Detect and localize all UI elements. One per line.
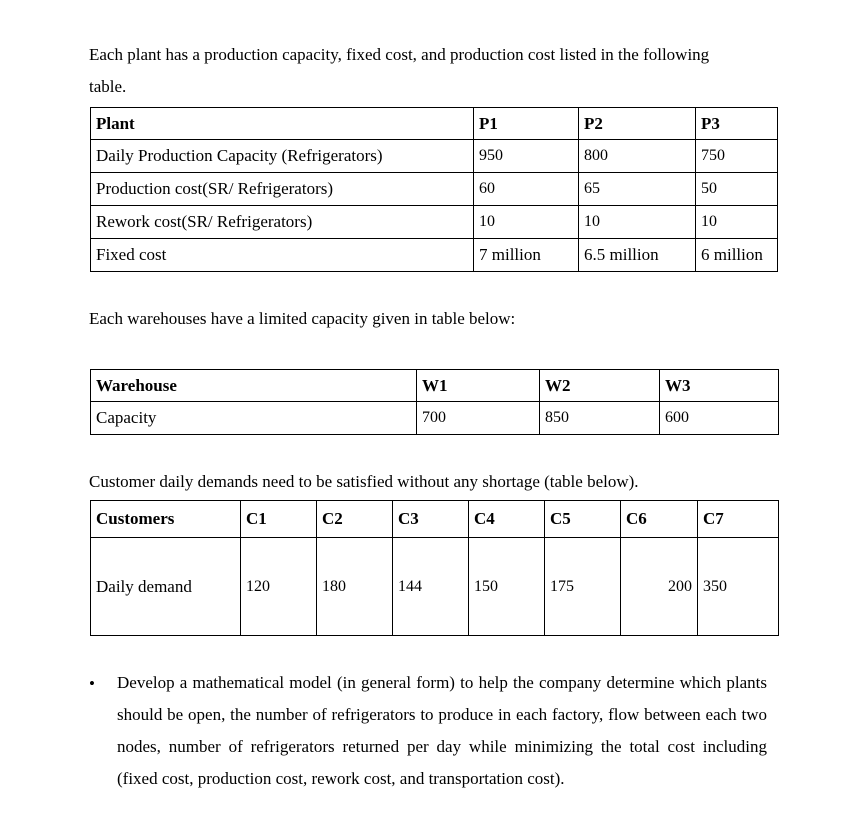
customer-header-c7: C7 <box>698 501 779 538</box>
table-cell: 175 <box>545 538 621 636</box>
bullet-icon: • <box>89 674 95 693</box>
plant-table-header-row <box>91 108 778 140</box>
customer-header-c3: C3 <box>393 501 469 538</box>
plant-header-p1: P1 <box>474 108 579 140</box>
plant-header-label: Plant <box>91 108 474 140</box>
table-cell: 65 <box>579 173 696 206</box>
task-description: Develop a mathematical model (in general form) to help the company determine which plants should be open, the number of refrigerators to produce in each factory, flow between each two nodes, number of refrigerators returned per day while minimizing the total cost including (fixed cost, production cost, rework cost, and transportation cost). <box>117 673 767 788</box>
row-label: Rework cost(SR/ Refrigerators) <box>91 206 474 239</box>
table-row <box>91 206 778 239</box>
row-label: Fixed cost <box>91 239 474 272</box>
table-row <box>91 402 779 435</box>
table-cell: 6 million <box>696 239 778 272</box>
table-cell: 60 <box>474 173 579 206</box>
warehouse-header-w1: W1 <box>417 370 540 402</box>
plant-header-p2: P2 <box>579 108 696 140</box>
table-cell: 800 <box>579 140 696 173</box>
table-cell: 144 <box>393 538 469 636</box>
plant-table <box>90 107 778 272</box>
table-row <box>91 140 778 173</box>
warehouse-table-header-row <box>91 370 779 402</box>
table-cell: 120 <box>241 538 317 636</box>
table-cell: 150 <box>469 538 545 636</box>
customer-header-c2: C2 <box>317 501 393 538</box>
customer-intro: Customer daily demands need to be satisfied without any shortage (table below). <box>89 472 639 491</box>
table-row <box>91 173 778 206</box>
table-cell: 10 <box>474 206 579 239</box>
customer-header-c4: C4 <box>469 501 545 538</box>
intro-line-1: Each plant has a production capacity, fixed cost, and production cost listed in the following <box>89 45 710 64</box>
table-row <box>91 538 779 636</box>
table-cell: 180 <box>317 538 393 636</box>
customer-header-c5: C5 <box>545 501 621 538</box>
warehouse-header-label: Warehouse <box>91 370 417 402</box>
table-cell: 10 <box>696 206 778 239</box>
customer-header-c6: C6 <box>621 501 698 538</box>
table-cell: 6.5 million <box>579 239 696 272</box>
warehouse-header-w2: W2 <box>540 370 660 402</box>
plant-header-p3: P3 <box>696 108 778 140</box>
table-cell: 50 <box>696 173 778 206</box>
customer-table <box>90 500 779 636</box>
table-cell: 600 <box>660 402 779 435</box>
warehouse-intro: Each warehouses have a limited capacity given in table below: <box>89 309 516 328</box>
customer-header-label: Customers <box>91 501 241 538</box>
table-cell: 700 <box>417 402 540 435</box>
row-label: Daily Production Capacity (Refrigerators) <box>91 140 474 173</box>
table-cell: 10 <box>579 206 696 239</box>
table-cell: 850 <box>540 402 660 435</box>
warehouse-header-w3: W3 <box>660 370 779 402</box>
warehouse-table <box>90 369 779 435</box>
table-cell: 7 million <box>474 239 579 272</box>
table-cell: 200 <box>621 538 698 636</box>
table-cell: 750 <box>696 140 778 173</box>
table-cell: 950 <box>474 140 579 173</box>
row-label: Daily demand <box>91 538 241 636</box>
row-label: Production cost(SR/ Refrigerators) <box>91 173 474 206</box>
customer-table-header-row <box>91 501 779 538</box>
table-row <box>91 239 778 272</box>
row-label: Capacity <box>91 402 417 435</box>
intro-line-2: table. <box>89 77 127 96</box>
customer-header-c1: C1 <box>241 501 317 538</box>
table-cell: 350 <box>698 538 779 636</box>
